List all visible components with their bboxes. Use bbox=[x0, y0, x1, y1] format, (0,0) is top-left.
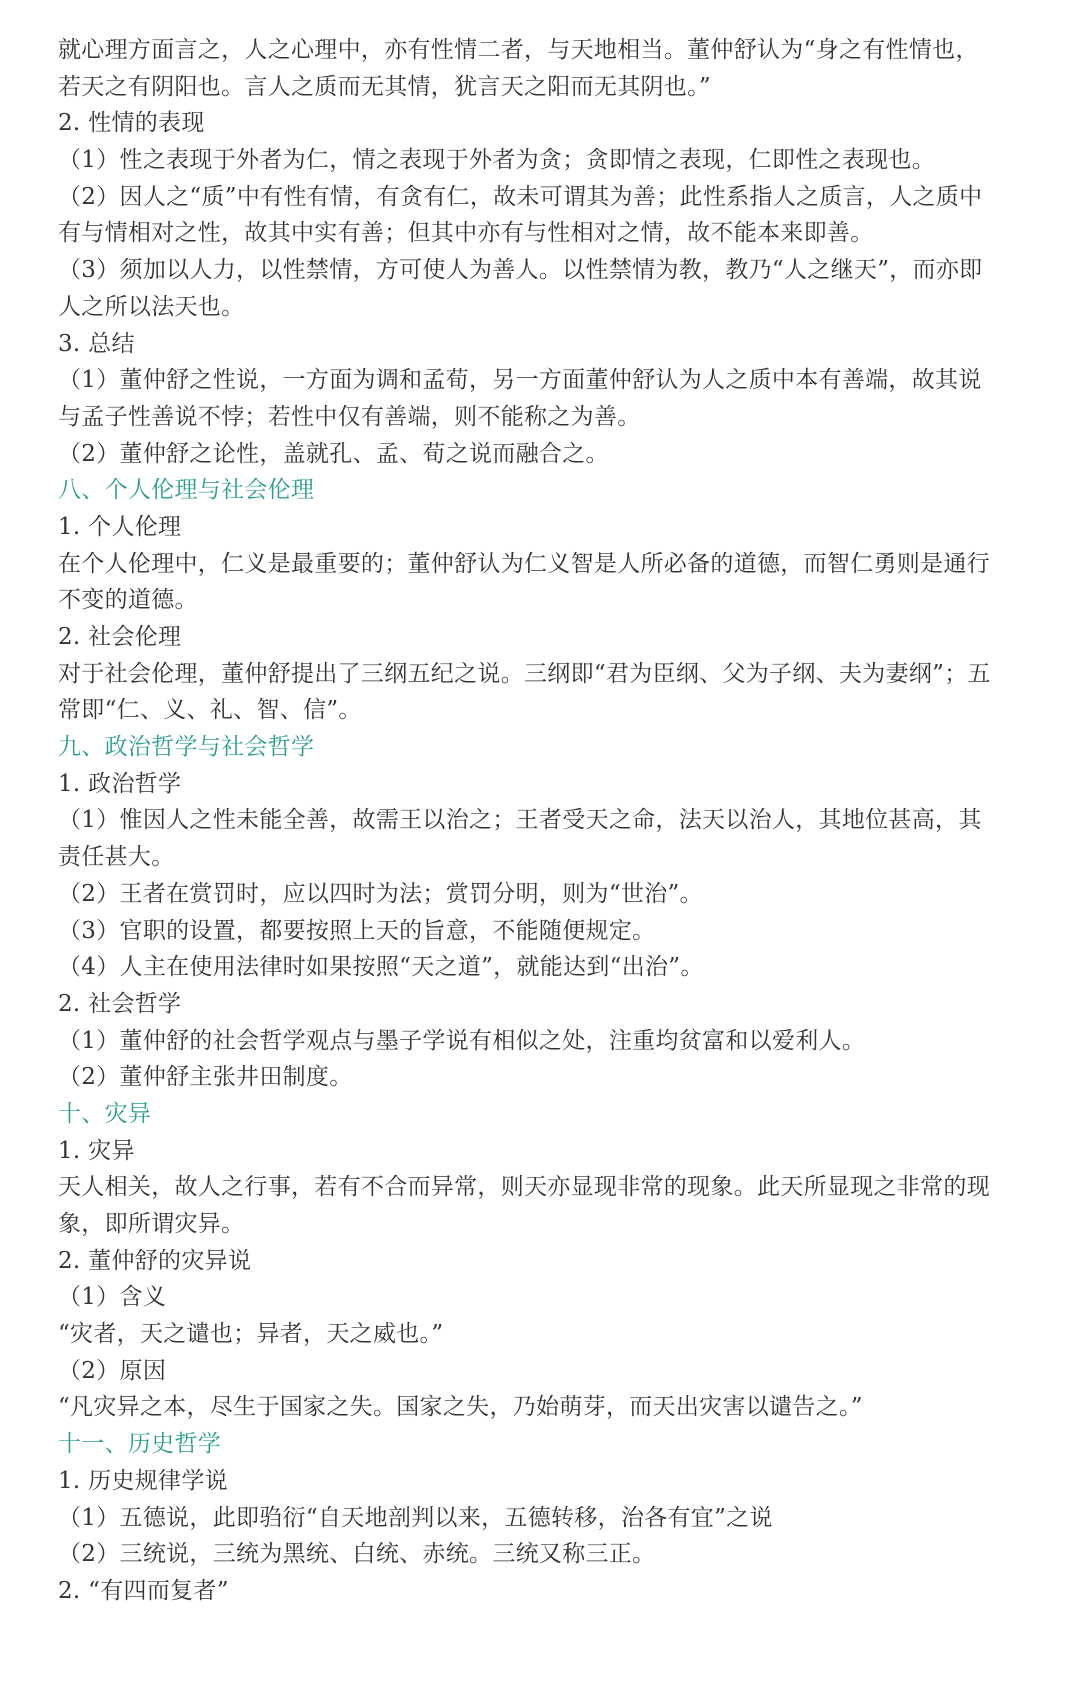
text-line: “凡灾异之本，尽生于国家之失。国家之失，乃始萌芽，而天出灾害以谴告之。” bbox=[58, 1394, 863, 1421]
text-line: （1）董仲舒的社会哲学观点与墨子学说有相似之处，注重均贫富和以爱利人。 bbox=[58, 1027, 866, 1054]
text-line: （1）惟因人之性未能全善，故需王以治之；王者受天之命，法天以治人，其地位甚高，其 bbox=[58, 807, 982, 834]
text-line: 天人相关，故人之行事，若有不合而异常，则天亦显现非常的现象。此天所显现之非常的现 bbox=[58, 1174, 990, 1201]
text-line: “灾者，天之谴也；异者，天之威也。” bbox=[58, 1321, 444, 1348]
section-heading: 十、灾异 bbox=[58, 1100, 152, 1127]
text-line: 1. 个人伦理 bbox=[58, 513, 182, 540]
text-line: （2）因人之“质”中有性有情，有贪有仁，故未可谓其为善；此性系指人之质言，人之质中 bbox=[58, 183, 983, 210]
text-line: 2. 董仲舒的灾异说 bbox=[58, 1247, 252, 1274]
text-line: （1）五德说，此即驺衍“自天地剖判以来，五德转移，治各有宜”之说 bbox=[58, 1504, 773, 1531]
text-line: （1）董仲舒之性说，一方面为调和孟荀，另一方面董仲舒认为人之质中本有善端，故其说 bbox=[58, 367, 982, 394]
section-heading: 九、政治哲学与社会哲学 bbox=[58, 734, 315, 761]
text-line: 人之所以法天也。 bbox=[58, 293, 245, 320]
text-line: （4）人主在使用法律时如果按照“天之道”，就能达到“出治”。 bbox=[58, 954, 704, 981]
text-line: （3）须加以人力，以性禁情，方可使人为善人。以性禁情为教，教乃“人之继天”，而亦即 bbox=[58, 257, 983, 284]
text-line: 1. 政治哲学 bbox=[58, 770, 182, 797]
text-line: （2）王者在赏罚时，应以四时为法；赏罚分明，则为“世治”。 bbox=[58, 880, 703, 907]
text-line: 象，即所谓灾异。 bbox=[58, 1211, 245, 1237]
text-line: 对于社会伦理，董仲舒提出了三纲五纪之说。三纲即“君为臣纲、父为子纲、夫为妻纲”；五 bbox=[58, 660, 991, 687]
text-line: 有与情相对之性，故其中实有善；但其中亦有与性相对之情，故不能本来即善。 bbox=[58, 220, 874, 247]
text-line: 不变的道德。 bbox=[58, 587, 198, 614]
document-page bbox=[58, 32, 1030, 1610]
text-line: 2. “有四而复者” bbox=[58, 1577, 229, 1604]
text-line: 1. 历史规律学说 bbox=[58, 1467, 228, 1494]
section-heading: 十一、历史哲学 bbox=[58, 1431, 222, 1458]
text-line: 3. 总结 bbox=[58, 330, 135, 357]
text-line: 2. 社会哲学 bbox=[58, 990, 182, 1017]
text-line: （1）含义 bbox=[58, 1284, 167, 1311]
text-line: 与孟子性善说不悖；若性中仅有善端，则不能称之为善。 bbox=[58, 403, 641, 430]
section-heading: 八、个人伦理与社会伦理 bbox=[58, 477, 315, 504]
text-line: 2. 性情的表现 bbox=[58, 110, 205, 137]
text-line: 在个人伦理中，仁义是最重要的；董仲舒认为仁义智是人所必备的道德，而智仁勇则是通行 bbox=[58, 550, 990, 577]
text-line: 常即“仁、义、礼、智、信”。 bbox=[58, 697, 362, 724]
text-line: （2）原因 bbox=[58, 1357, 167, 1384]
text-line: （2）三统说，三统为黑统、白统、赤统。三统又称三正。 bbox=[58, 1541, 656, 1568]
text-line: 若天之有阴阳也。言人之质而无其情，犹言天之阳而无其阴也。” bbox=[58, 73, 711, 100]
text-line: （3）官职的设置，都要按照上天的旨意，不能随便规定。 bbox=[58, 917, 656, 944]
text-line: （2）董仲舒之论性，盖就孔、孟、荀之说而融合之。 bbox=[58, 440, 609, 467]
text-line: 1. 灾异 bbox=[58, 1137, 135, 1164]
text-line: （2）董仲舒主张井田制度。 bbox=[58, 1064, 353, 1091]
text-line: 2. 社会伦理 bbox=[58, 624, 182, 650]
text-line: 责任甚大。 bbox=[58, 844, 175, 871]
text-line: 就心理方面言之，人之心理中，亦有性情二者，与天地相当。董仲舒认为“身之有性情也， bbox=[58, 37, 979, 63]
text-line: （1）性之表现于外者为仁，情之表现于外者为贪；贪即情之表现，仁即性之表现也。 bbox=[58, 147, 936, 174]
